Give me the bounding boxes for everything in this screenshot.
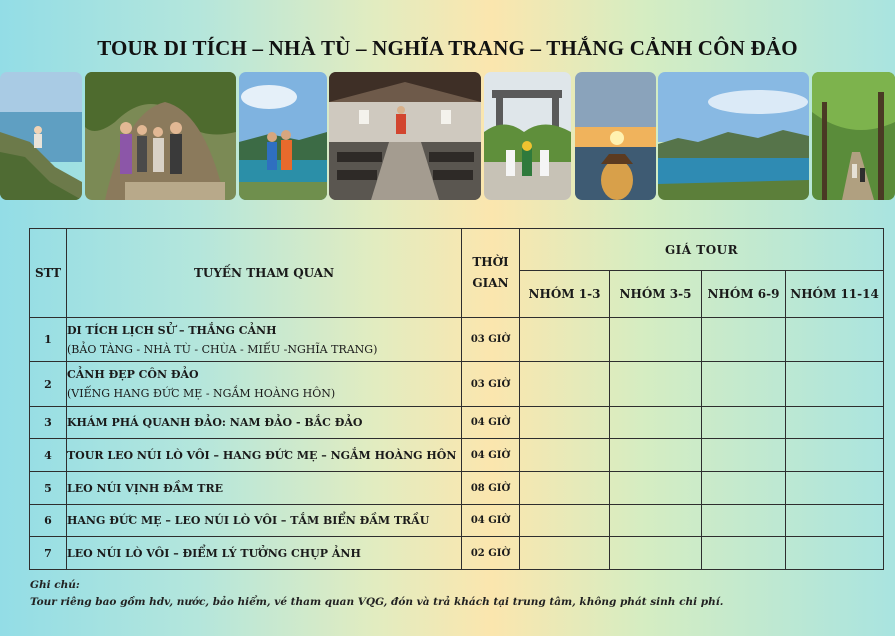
row-route <box>67 318 462 362</box>
route-note: (BẢO TÀNG - NHÀ TÙ - CHÙA - MIẾU -NGHĨA TRANG) <box>67 342 378 356</box>
price-cell <box>702 505 786 537</box>
row-time: 03 GIỜ <box>462 362 520 407</box>
row-stt: 5 <box>30 472 67 505</box>
coastal-cliff-photo <box>0 72 82 200</box>
row-stt: 4 <box>30 439 67 472</box>
route-name: TOUR LEO NÚI LÒ VÔI – HANG ĐỨC MẸ – NGẮM HOÀNG HÔN <box>67 448 457 462</box>
row-time: 08 GIỜ <box>462 472 520 505</box>
header-time-line1: THỜI <box>472 255 509 269</box>
table-row <box>30 407 884 439</box>
price-cell <box>702 407 786 439</box>
photo-strip <box>0 72 895 202</box>
row-stt: 7 <box>30 537 67 570</box>
table-row <box>30 505 884 537</box>
price-cell <box>610 439 702 472</box>
row-route <box>67 472 462 505</box>
notes-text: Tour riêng bao gồm hdv, nước, bảo hiểm, vé tham quan VQG, đón và trả khách tại trung tâm, không phát sinh chi phí. <box>30 596 724 608</box>
price-cell <box>786 362 884 407</box>
route-name: KHÁM PHÁ QUANH ĐẢO: NAM ĐẢO - BẮC ĐẢO <box>67 416 363 429</box>
notes-section <box>30 577 723 611</box>
price-cell <box>610 362 702 407</box>
price-cell <box>610 537 702 570</box>
header-price: GIÁ TOUR <box>520 229 884 271</box>
price-cell <box>702 318 786 362</box>
price-cell <box>520 362 610 407</box>
row-stt: 3 <box>30 407 67 439</box>
page-title: TOUR DI TÍCH – NHÀ TÙ – NGHĨA TRANG – THẮNG CẢNH CÔN ĐẢO <box>97 36 798 60</box>
header-group-11-14: NHÓM 11-14 <box>786 271 884 318</box>
price-cell <box>786 537 884 570</box>
header-time <box>462 229 520 318</box>
row-route <box>67 537 462 570</box>
header-group-3-5: NHÓM 3-5 <box>610 271 702 318</box>
route-name: DI TÍCH LỊCH SỬ – THẮNG CẢNH <box>67 323 277 337</box>
price-cell <box>702 439 786 472</box>
header-group-6-9: NHÓM 6-9 <box>702 271 786 318</box>
couple-at-sea-photo <box>239 72 327 200</box>
price-cell <box>702 472 786 505</box>
price-cell <box>520 472 610 505</box>
sunset-sea-photo <box>575 72 656 200</box>
route-name: LEO NÚI VỊNH ĐẦM TRE <box>67 481 223 495</box>
price-cell <box>786 472 884 505</box>
row-route <box>67 439 462 472</box>
row-stt: 6 <box>30 505 67 537</box>
table-row <box>30 318 884 362</box>
row-route <box>67 407 462 439</box>
price-cell <box>520 537 610 570</box>
price-cell <box>610 407 702 439</box>
route-note: (VIẾNG HANG ĐỨC MẸ - NGẮM HOÀNG HÔN) <box>67 387 336 400</box>
row-time: 03 GIỜ <box>462 318 520 362</box>
price-cell <box>786 505 884 537</box>
price-cell <box>702 537 786 570</box>
row-route <box>67 505 462 537</box>
price-cell <box>610 472 702 505</box>
header-route: TUYẾN THAM QUAN <box>67 229 462 318</box>
price-cell <box>786 407 884 439</box>
header-time-line2: GIAN <box>472 276 509 290</box>
banyan-tree-group-photo <box>85 72 236 200</box>
table-row <box>30 472 884 505</box>
price-cell <box>786 439 884 472</box>
route-name: CẢNH ĐẸP CÔN ĐẢO <box>67 368 199 381</box>
row-route <box>67 362 462 407</box>
table-row <box>30 439 884 472</box>
price-cell <box>702 362 786 407</box>
bay-view-photo <box>658 72 809 200</box>
row-time: 04 GIỜ <box>462 439 520 472</box>
tour-price-table <box>29 228 884 570</box>
price-cell <box>520 439 610 472</box>
forest-trail-photo <box>812 72 895 200</box>
row-time: 02 GIỜ <box>462 537 520 570</box>
price-cell <box>786 318 884 362</box>
route-name: HANG ĐỨC MẸ – LEO NÚI LÒ VÔI – TẮM BIỂN ĐẦM TRẦU <box>67 514 430 527</box>
monument-gate-photo <box>484 72 571 200</box>
row-time: 04 GIỜ <box>462 407 520 439</box>
price-cell <box>520 407 610 439</box>
row-stt: 1 <box>30 318 67 362</box>
price-cell <box>610 318 702 362</box>
header-stt: STT <box>30 229 67 318</box>
table-row <box>30 362 884 407</box>
header-group-1-3: NHÓM 1-3 <box>520 271 610 318</box>
notes-label: Ghi chú: <box>30 579 80 591</box>
price-cell <box>520 505 610 537</box>
route-name: LEO NÚI LÒ VÔI – ĐIỂM LÝ TƯỞNG CHỤP ẢNH <box>67 546 361 560</box>
price-cell <box>520 318 610 362</box>
price-cell <box>610 505 702 537</box>
prison-interior-photo <box>329 72 481 200</box>
table-row <box>30 537 884 570</box>
row-stt: 2 <box>30 362 67 407</box>
row-time: 04 GIỜ <box>462 505 520 537</box>
